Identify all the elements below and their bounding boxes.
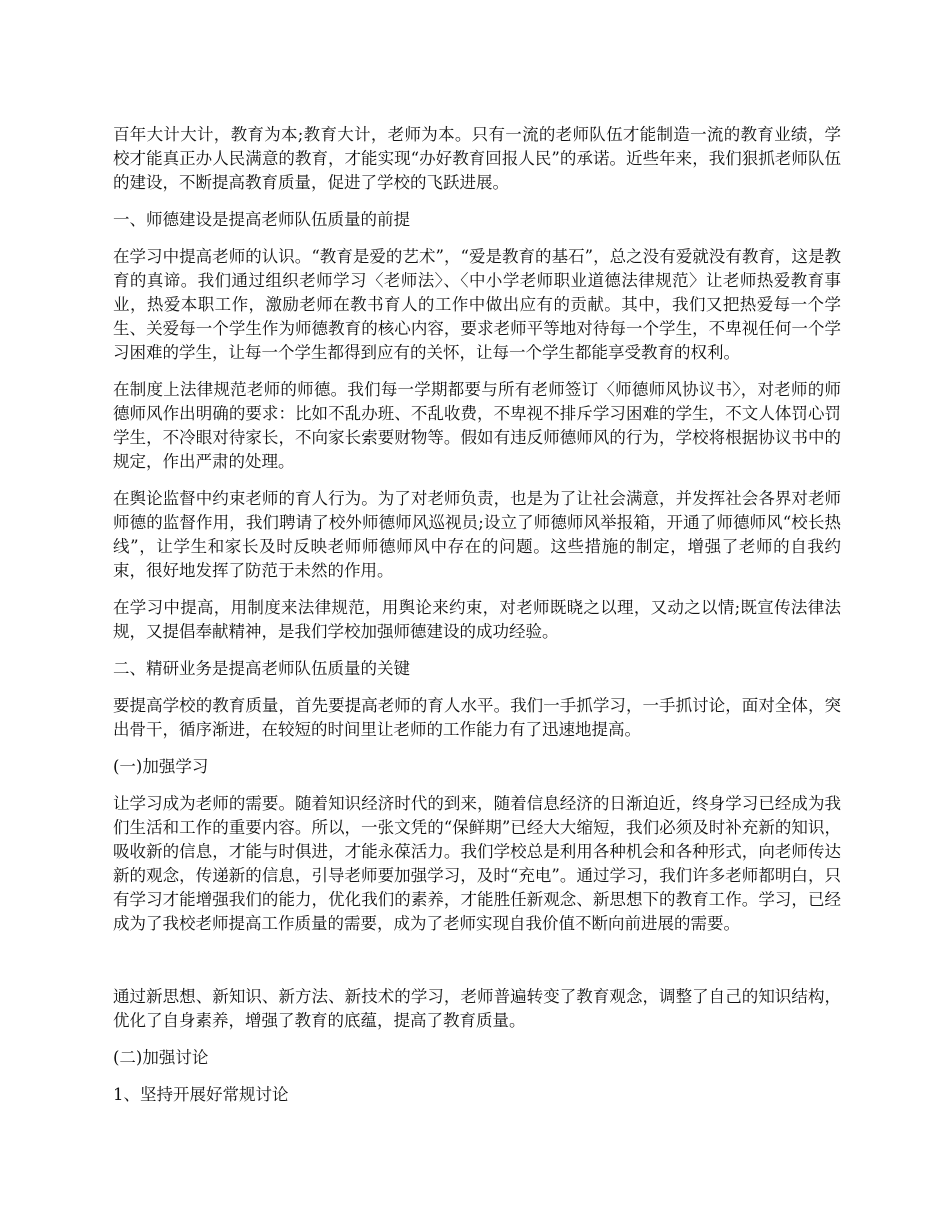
paragraph-learning-awareness: 在学习中提高老师的认识。“教育是爱的艺术”，“爱是教育的基石”，总之没有爱就没有教育，这是教育的真谛。我们通过组织老师学习〈老师法〉、〈中小学老师职业道德法律规范〉让老师热爱教育事业，热爱本职工作，激励老师在教书育人的工作中做出应有的贡献。其中，我们又把热爱每一个学生、关爱每一个学生作为师德教育的核心内容，要求老师平等地对待每一个学生，不卑视任何一个学习困难的学生，让每一个学生都得到应有的关怀，让每一个学生都能享受教育的权利。 (113, 247, 841, 362)
paragraph-system-norms: 在制度上法律规范老师的师德。我们每一学期都要与所有老师签订〈师德师风协议书〉，对老师的师德师风作出明确的要求：比如不乱办班、不乱收费，不卑视不排斥学习困难的学生，不文人体罚心罚学生，不冷眼对待家长，不向家长索要财物等。假如有违反师德师风的行为，学校将根据协议书中的规定，作出严肃的处理。 (113, 380, 841, 471)
paragraph-study-results: 通过新思想、新知识、新方法、新技术的学习，老师普遍转变了教育观念，调整了自己的知识结构，优化了自身素养，增强了教育的底蕴，提高了教育质量。 (113, 987, 841, 1030)
paragraph-teaching-level: 要提高学校的教育质量，首先要提高老师的育人水平。我们一手抓学习，一手抓讨论，面对全体，突出骨干，循序渐进，在较短的时间里让老师的工作能力有了迅速地提高。 (113, 696, 841, 739)
paragraph-study-need: 让学习成为老师的需要。随着知识经济时代的到来，随着信息经济的日渐迫近，终身学习已经成为我们生活和工作的重要内容。所以，一张文凭的“保鲜期”已经大大缩短，我们必须及时补充新的知识，吸收新的信息，才能与时俱进，才能永葆活力。我们学校总是利用各种机会和各种形式，向老师传达新的观念，传递新的信息，引导老师要加强学习，及时“充电”。通过学习，我们许多老师都明白，只有学习才能增强我们的能力，优化我们的素养，才能胜任新观念、新思想下的教育工作。学习，已经成为了我校老师提高工作质量的需要，成为了老师实现自我价值不断向前进展的需要。 (113, 794, 841, 933)
document-body (113, 123, 841, 1120)
paragraph-experience-summary: 在学习中提高，用制度来法律规范，用舆论来约束，对老师既晓之以理，又动之以情;既宣传法律法规，又提倡奉献精神，是我们学校加强师德建设的成功经验。 (113, 598, 841, 641)
section-heading-2: 二、精研业务是提高老师队伍质量的关键 (113, 659, 410, 678)
paragraph-intro: 百年大计大计，教育为本;教育大计，老师为本。只有一流的老师队伍才能制造一流的教育业绩，学校才能真正办人民满意的教育，才能实现“办好教育回报人民”的承诺。近些年来，我们狠抓老师队伍的建设，不断提高教育质量，促进了学校的飞跃进展。 (113, 125, 841, 192)
subsection-heading-study: (一)加强学习 (113, 757, 209, 776)
item-heading-routine-research: 1、坚持开展好常规讨论 (113, 1085, 289, 1104)
section-heading-1: 一、师德建设是提高老师队伍质量的前提 (113, 210, 410, 229)
subsection-heading-research: (二)加强讨论 (113, 1048, 209, 1067)
paragraph-public-supervision: 在舆论监督中约束老师的育人行为。为了对老师负责，也是为了让社会满意，并发挥社会各界对老师师德的监督作用，我们聘请了校外师德师风巡视员;设立了师德师风举报箱，开通了师德师风“校长热线”，让学生和家长及时反映老师师德师风中存在的问题。这些措施的制定，增强了老师的自我约束，很好地发挥了防范于未然的作用。 (113, 489, 841, 580)
blank-gap (113, 949, 841, 985)
